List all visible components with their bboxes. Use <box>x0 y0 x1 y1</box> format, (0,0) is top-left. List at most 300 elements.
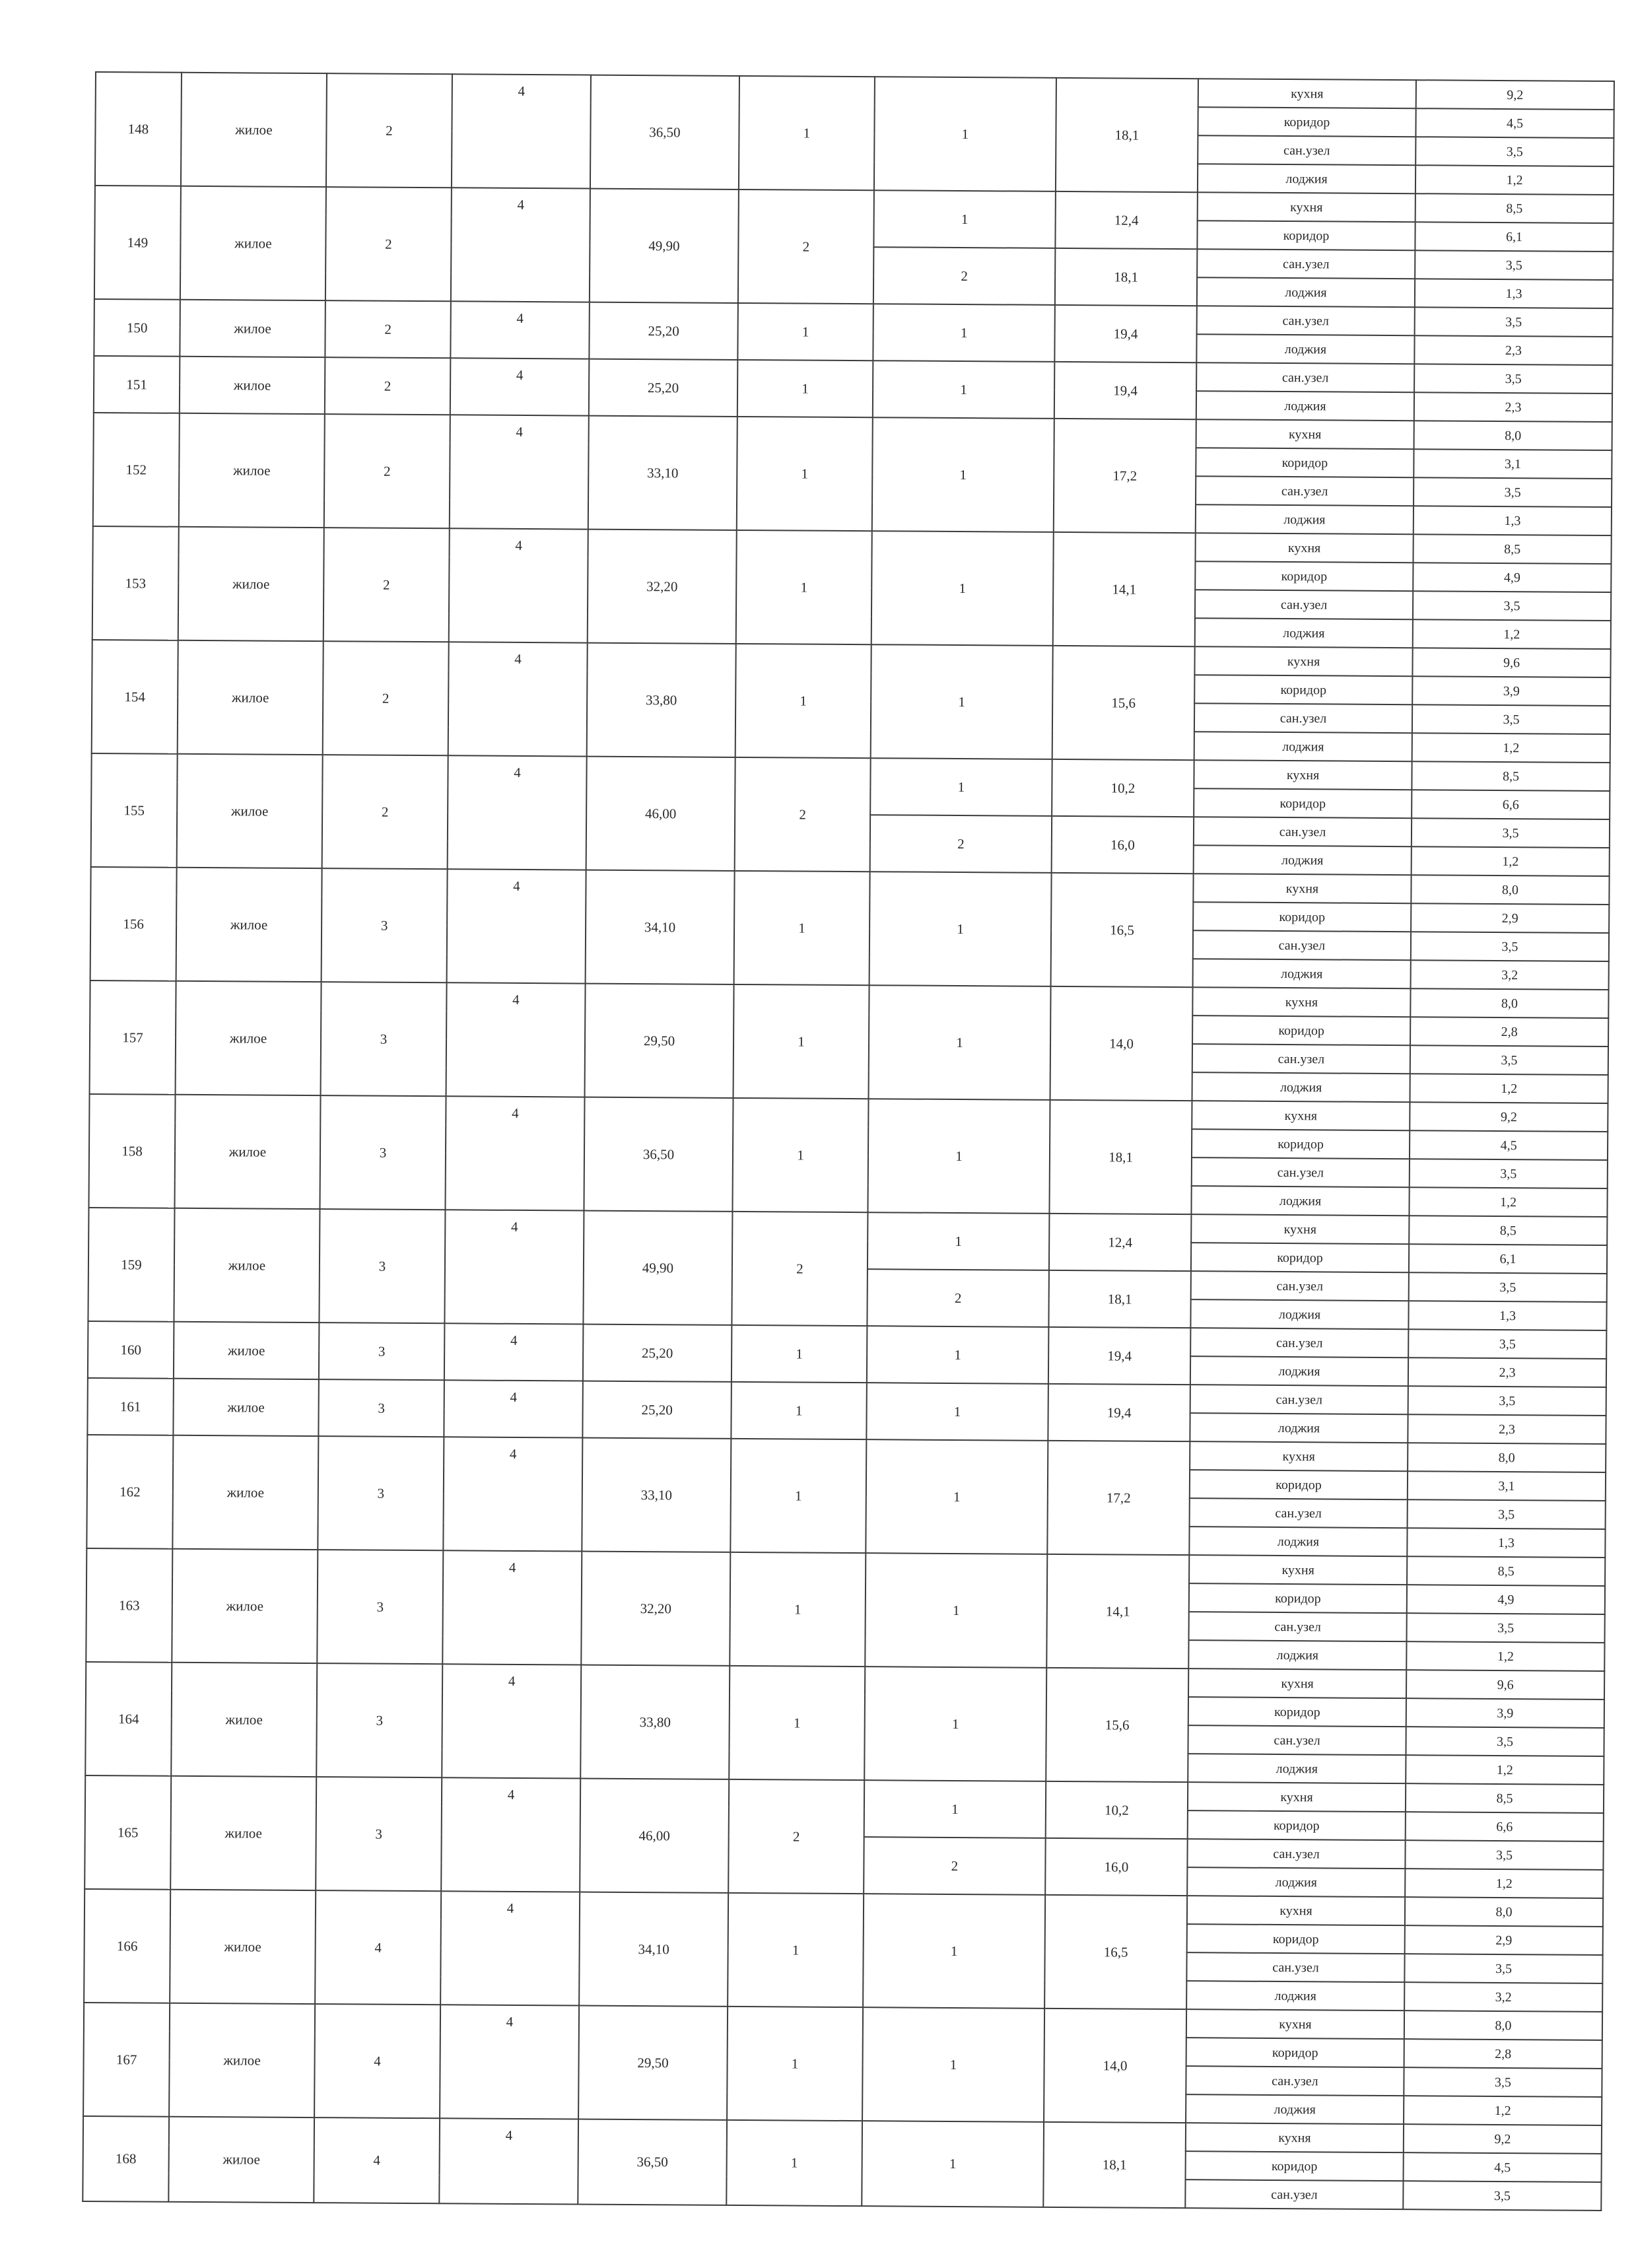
apartment-type: жилое <box>180 300 325 357</box>
apartment-number: 166 <box>84 1889 170 2003</box>
premise-name: лоджия <box>1196 334 1414 364</box>
room-number: 1 <box>870 758 1052 816</box>
room-number: 1 <box>868 1099 1050 1214</box>
room-area: 14,0 <box>1050 986 1193 1101</box>
height-value: 4 <box>443 1437 582 1551</box>
total-area: 25,20 <box>582 1381 732 1439</box>
room-number: 1 <box>871 531 1054 646</box>
room-area: 18,1 <box>1055 248 1198 306</box>
table-row <box>96 72 1614 110</box>
premise-name: коридор <box>1186 2038 1404 2067</box>
height-value: 4 <box>445 1096 584 1210</box>
premise-name: коридор <box>1194 675 1412 704</box>
room-number: 2 <box>870 815 1052 873</box>
premise-name: сан.узел <box>1195 590 1413 619</box>
premise-name: кухня <box>1186 2123 1404 2152</box>
room-number: 2 <box>873 247 1056 305</box>
premise-area: 3,5 <box>1407 1613 1605 1643</box>
premise-name: сан.узел <box>1198 135 1415 165</box>
floor-number: 3 <box>316 1777 442 1891</box>
apartment-number: 165 <box>85 1775 171 1890</box>
rooms-count: 1 <box>730 1439 866 1553</box>
premise-name: лоджия <box>1186 2094 1404 2124</box>
apartment-number: 157 <box>90 980 176 1095</box>
rooms-count: 2 <box>738 189 874 304</box>
rooms-count: 1 <box>730 1552 866 1667</box>
floor-number: 4 <box>314 2004 440 2118</box>
total-area: 36,50 <box>584 1097 733 1212</box>
premise-area: 3,1 <box>1408 1471 1606 1501</box>
room-area: 16,5 <box>1044 1895 1187 2009</box>
room-number: 1 <box>863 1894 1045 2009</box>
premise-name: сан.узел <box>1192 1157 1410 1187</box>
premise-name: сан.узел <box>1192 1044 1410 1074</box>
premise-area: 3,5 <box>1411 932 1609 961</box>
height-value: 4 <box>442 1664 581 1778</box>
premise-area: 6,6 <box>1412 790 1610 819</box>
premise-area: 9,2 <box>1410 1102 1608 1132</box>
apartment-type: жилое <box>180 186 326 300</box>
premise-area: 8,0 <box>1408 1443 1606 1472</box>
apartment-number: 162 <box>86 1435 173 1549</box>
total-area: 32,20 <box>588 530 737 644</box>
room-number: 2 <box>864 1837 1046 1895</box>
premise-area: 1,2 <box>1410 1074 1608 1103</box>
premise-name: кухня <box>1187 1896 1405 1925</box>
premise-name: кухня <box>1192 1101 1410 1130</box>
premise-name: лоджия <box>1196 391 1414 421</box>
premise-name: сан.узел <box>1188 1725 1406 1755</box>
premise-area: 3,5 <box>1403 2181 1601 2211</box>
total-area: 36,50 <box>578 2119 727 2205</box>
premise-name: коридор <box>1189 1583 1407 1613</box>
premise-area: 1,2 <box>1413 619 1611 649</box>
premise-area: 3,5 <box>1415 250 1613 280</box>
room-area: 15,6 <box>1052 646 1195 760</box>
premise-area: 3,9 <box>1406 1698 1604 1728</box>
height-value: 4 <box>440 1891 580 2005</box>
premise-area: 2,8 <box>1410 1017 1608 1047</box>
premise-area: 8,0 <box>1414 421 1612 450</box>
rooms-count: 1 <box>728 1893 864 2007</box>
premise-area: 2,3 <box>1408 1414 1606 1444</box>
height-value: 4 <box>444 1210 584 1324</box>
apartment-number: 160 <box>88 1321 174 1379</box>
room-number: 1 <box>873 361 1055 419</box>
premise-name: коридор <box>1194 788 1412 818</box>
apartment-type: жилое <box>171 1663 317 1777</box>
premise-name: лоджия <box>1194 845 1412 875</box>
room-area: 18,1 <box>1048 1270 1191 1328</box>
apartment-type: жилое <box>176 981 322 1095</box>
premise-area: 8,5 <box>1409 1216 1607 1245</box>
apartment-number: 158 <box>88 1094 175 1208</box>
apartment-number: 152 <box>93 413 180 527</box>
premise-area: 3,5 <box>1414 477 1612 507</box>
rooms-count: 1 <box>732 1325 868 1383</box>
premise-area: 2,3 <box>1408 1357 1606 1387</box>
height-value: 4 <box>452 74 591 188</box>
premise-area: 2,9 <box>1405 1925 1603 1955</box>
height-value: 4 <box>450 301 590 359</box>
rooms-count: 1 <box>727 2007 863 2121</box>
premise-name: кухня <box>1190 1441 1408 1471</box>
premise-area: 3,2 <box>1411 960 1609 990</box>
premise-name: сан.узел <box>1190 1498 1408 1528</box>
premise-area: 3,5 <box>1412 818 1610 848</box>
premise-name: лоджия <box>1192 1072 1410 1102</box>
premise-area: 1,2 <box>1412 846 1610 876</box>
premise-area: 6,1 <box>1409 1244 1607 1274</box>
premise-area: 8,5 <box>1412 761 1610 791</box>
room-area: 10,2 <box>1052 759 1194 817</box>
floor-number: 3 <box>322 868 448 982</box>
total-area: 33,10 <box>588 416 737 530</box>
floor-number: 3 <box>319 1323 445 1380</box>
premise-name: кухня <box>1198 79 1416 108</box>
premise-area: 8,0 <box>1404 2010 1602 2040</box>
premise-name: коридор <box>1190 1470 1408 1499</box>
total-area: 33,80 <box>587 643 736 757</box>
premise-name: сан.узел <box>1197 249 1415 279</box>
premise-name: кухня <box>1188 1782 1406 1812</box>
rooms-count: 1 <box>733 984 869 1099</box>
premise-area: 1,2 <box>1405 1869 1603 1898</box>
premise-area: 8,5 <box>1413 534 1611 564</box>
rooms-count: 1 <box>734 871 870 985</box>
premise-name: лоджия <box>1188 1640 1406 1670</box>
premise-area: 4,9 <box>1413 563 1611 592</box>
premise-name: лоджия <box>1190 1413 1408 1443</box>
premise-area: 4,9 <box>1407 1585 1605 1614</box>
total-area: 25,20 <box>589 302 738 360</box>
premise-area: 6,6 <box>1406 1812 1604 1841</box>
premise-area: 4,5 <box>1415 108 1614 138</box>
room-area: 17,2 <box>1047 1441 1190 1555</box>
premise-area: 1,2 <box>1409 1187 1607 1217</box>
room-number: 1 <box>862 2121 1044 2207</box>
premise-name: лоджия <box>1198 164 1415 193</box>
total-area: 46,00 <box>580 1779 729 1893</box>
total-area: 33,80 <box>580 1665 730 1779</box>
height-value: 4 <box>441 1777 580 1892</box>
floor-number: 3 <box>321 982 447 1096</box>
floor-number: 3 <box>320 1095 446 1210</box>
premise-name: лоджия <box>1189 1527 1407 1556</box>
room-area: 14,0 <box>1044 2009 1186 2123</box>
room-area: 12,4 <box>1049 1214 1192 1271</box>
premise-area: 3,5 <box>1415 307 1613 337</box>
floor-number: 2 <box>326 73 452 188</box>
premise-name: сан.узел <box>1196 362 1414 392</box>
room-number: 1 <box>864 1667 1046 1781</box>
premise-area: 3,5 <box>1415 137 1614 166</box>
premise-area: 3,2 <box>1404 1982 1602 2012</box>
premise-area: 3,5 <box>1405 1840 1603 1870</box>
room-area: 14,1 <box>1046 1554 1189 1668</box>
rooms-count: 1 <box>737 303 873 361</box>
height-value: 4 <box>447 869 586 983</box>
total-area: 46,00 <box>586 757 735 871</box>
premise-area: 1,2 <box>1406 1755 1604 1785</box>
premise-area: 1,2 <box>1412 733 1610 763</box>
premise-name: лоджия <box>1196 504 1414 534</box>
floor-number: 3 <box>319 1209 445 1323</box>
apartment-type: жилое <box>178 640 324 755</box>
floor-number: 3 <box>317 1550 443 1664</box>
height-value: 4 <box>450 415 589 529</box>
premise-name: кухня <box>1194 646 1412 676</box>
height-value: 4 <box>449 528 588 642</box>
height-value: 4 <box>451 188 590 302</box>
premise-name: сан.узел <box>1190 1385 1408 1414</box>
apartment-number: 155 <box>91 753 178 868</box>
room-area: 16,5 <box>1051 873 1194 987</box>
rooms-count: 1 <box>736 530 872 644</box>
premise-name: коридор <box>1192 1129 1410 1159</box>
premise-area: 1,3 <box>1407 1528 1605 1558</box>
premise-name: лоджия <box>1193 959 1411 988</box>
premise-name: кухня <box>1193 874 1411 903</box>
apartment-number: 164 <box>85 1662 172 1776</box>
premise-name: кухня <box>1194 760 1412 790</box>
premise-name: сан.узел <box>1194 703 1412 733</box>
apartment-type: жилое <box>172 1435 318 1550</box>
room-area: 18,1 <box>1056 78 1198 192</box>
premise-name: коридор <box>1191 1243 1409 1272</box>
room-area: 19,4 <box>1048 1327 1191 1385</box>
premise-name: кухня <box>1188 1668 1406 1698</box>
premise-area: 3,5 <box>1408 1386 1606 1416</box>
room-area: 14,1 <box>1053 532 1196 646</box>
apartment-number: 167 <box>83 2003 170 2117</box>
apartment-number: 168 <box>83 2116 169 2202</box>
premise-name: коридор <box>1187 1924 1405 1954</box>
rooms-count: 1 <box>726 2120 862 2206</box>
premise-name: коридор <box>1192 1015 1410 1045</box>
apartment-number: 151 <box>94 356 180 413</box>
room-number: 1 <box>864 1780 1046 1838</box>
apartment-table-sheet <box>82 71 1614 2211</box>
premise-area: 9,6 <box>1412 648 1610 677</box>
premise-area: 3,5 <box>1414 364 1612 394</box>
rooms-count: 1 <box>731 1382 867 1439</box>
apartment-number: 159 <box>88 1208 174 1322</box>
premise-name: сан.узел <box>1190 1328 1408 1357</box>
height-value: 4 <box>450 358 590 415</box>
premise-name: коридор <box>1188 1697 1406 1727</box>
premise-area: 3,5 <box>1408 1329 1606 1359</box>
premise-area: 8,0 <box>1405 1897 1603 1927</box>
premise-name: сан.узел <box>1185 2180 1403 2209</box>
premise-area: 4,5 <box>1410 1130 1608 1160</box>
premise-area: 2,9 <box>1411 903 1609 933</box>
premise-name: коридор <box>1198 107 1415 137</box>
rooms-count: 1 <box>737 417 873 531</box>
floor-number: 2 <box>325 357 451 415</box>
apartment-type: жилое <box>178 527 324 641</box>
rooms-count: 1 <box>735 644 871 758</box>
premise-name: сан.узел <box>1186 2066 1404 2096</box>
floor-number: 2 <box>322 755 448 869</box>
premise-name: кухня <box>1186 2009 1404 2039</box>
premise-area: 3,5 <box>1410 1045 1608 1075</box>
premise-area: 9,2 <box>1404 2124 1602 2154</box>
apartment-type: жилое <box>170 1890 316 2004</box>
premise-area: 8,0 <box>1411 875 1609 905</box>
premise-area: 1,2 <box>1415 165 1614 195</box>
floor-number: 2 <box>324 528 450 642</box>
premise-name: лоджия <box>1190 1299 1408 1329</box>
premise-name: кухня <box>1191 1214 1409 1244</box>
total-area: 29,50 <box>585 984 734 1098</box>
room-area: 18,1 <box>1043 2122 1186 2208</box>
apartment-number: 149 <box>94 186 181 300</box>
premise-area: 4,5 <box>1404 2152 1602 2182</box>
total-area: 29,50 <box>578 2006 728 2120</box>
floor-number: 3 <box>318 1379 444 1437</box>
apartment-type: жилое <box>174 1322 320 1379</box>
room-area: 19,4 <box>1054 362 1197 419</box>
apartment-type: жилое <box>180 357 325 414</box>
total-area: 36,50 <box>590 75 739 189</box>
premise-name: лоджия <box>1197 277 1415 307</box>
premise-area: 3,9 <box>1412 676 1610 706</box>
total-area: 34,10 <box>586 870 735 984</box>
floor-number: 4 <box>314 2117 440 2203</box>
floor-number: 2 <box>324 414 450 528</box>
apartment-table-body <box>83 72 1614 2211</box>
premise-name: сан.узел <box>1193 930 1411 960</box>
premise-name: коридор <box>1186 2151 1404 2181</box>
room-number: 1 <box>866 1383 1048 1441</box>
room-number: 1 <box>867 1326 1049 1384</box>
premise-name: коридор <box>1188 1810 1406 1840</box>
apartment-type: жилое <box>176 868 322 982</box>
room-number: 2 <box>867 1269 1049 1327</box>
apartment-type: жилое <box>173 1379 319 1436</box>
apartment-number: 150 <box>94 299 180 357</box>
total-area: 49,90 <box>583 1211 732 1325</box>
apartment-type: жилое <box>168 2117 314 2203</box>
room-area: 18,1 <box>1049 1100 1192 1214</box>
premise-area: 1,2 <box>1404 2096 1602 2125</box>
premise-area: 1,2 <box>1406 1641 1604 1671</box>
room-area: 19,4 <box>1054 305 1197 362</box>
premise-name: кухня <box>1196 419 1414 449</box>
room-area: 19,4 <box>1048 1384 1190 1441</box>
premise-name: лоджия <box>1190 1356 1408 1386</box>
height-value: 4 <box>448 755 587 870</box>
premise-name: сан.узел <box>1197 306 1415 335</box>
premise-name: коридор <box>1193 902 1411 932</box>
apartment-number: 161 <box>87 1378 174 1435</box>
apartment-type: жилое <box>179 413 325 528</box>
premise-area: 1,3 <box>1415 279 1613 308</box>
premise-name: коридор <box>1195 561 1413 591</box>
premise-area: 8,5 <box>1415 193 1614 223</box>
floor-number: 3 <box>316 1663 442 1777</box>
height-value: 4 <box>444 1380 583 1437</box>
rooms-count: 1 <box>732 1098 868 1212</box>
premise-area: 6,1 <box>1415 222 1613 252</box>
premise-area: 3,5 <box>1406 1727 1604 1756</box>
floor-number: 2 <box>325 187 452 301</box>
premise-name: сан.узел <box>1186 1952 1404 1982</box>
premise-area: 3,5 <box>1408 1499 1606 1529</box>
premise-name: сан.узел <box>1191 1271 1409 1301</box>
premise-name: кухня <box>1198 192 1415 222</box>
total-area: 34,10 <box>579 1892 728 2007</box>
premise-name: кухня <box>1195 533 1413 563</box>
premise-area: 8,0 <box>1410 988 1608 1018</box>
premise-area: 3,5 <box>1409 1272 1607 1302</box>
height-value: 4 <box>442 1550 582 1665</box>
premise-area: 3,5 <box>1412 704 1610 734</box>
premise-area: 9,2 <box>1416 80 1614 110</box>
apartment-type: жилое <box>170 1776 316 1890</box>
apartment-type: жилое <box>174 1095 320 1209</box>
room-number: 1 <box>872 417 1054 532</box>
room-number: 1 <box>871 644 1053 759</box>
premise-area: 2,8 <box>1404 2039 1602 2069</box>
apartment-number: 154 <box>92 640 178 754</box>
premise-name: коридор <box>1197 221 1415 250</box>
premise-name: лоджия <box>1195 618 1413 648</box>
rooms-count: 1 <box>739 76 875 190</box>
apartment-type: жилое <box>169 2003 315 2117</box>
room-number: 1 <box>865 1553 1047 1668</box>
premise-area: 1,3 <box>1408 1301 1606 1330</box>
premise-name: коридор <box>1196 448 1414 477</box>
room-area: 16,0 <box>1045 1838 1188 1896</box>
apartment-type: жилое <box>172 1549 318 1663</box>
premise-area: 8,5 <box>1407 1556 1605 1586</box>
room-number: 1 <box>874 77 1056 191</box>
room-area: 12,4 <box>1055 191 1198 249</box>
premise-area: 1,3 <box>1414 506 1612 535</box>
premise-name: сан.узел <box>1187 1839 1405 1869</box>
premise-area: 9,6 <box>1406 1670 1604 1700</box>
room-area: 15,6 <box>1046 1668 1188 1782</box>
premise-name: лоджия <box>1188 1754 1406 1783</box>
height-value: 4 <box>448 642 588 756</box>
rooms-count: 2 <box>732 1212 868 1326</box>
total-area: 25,20 <box>583 1324 732 1382</box>
room-number: 1 <box>869 985 1051 1100</box>
floor-number: 3 <box>318 1436 444 1550</box>
premise-name: лоджия <box>1194 732 1412 761</box>
premise-area: 3,5 <box>1410 1159 1608 1188</box>
apartment-number: 148 <box>95 72 182 186</box>
rooms-count: 1 <box>737 360 873 417</box>
room-number: 1 <box>866 1439 1048 1554</box>
floor-number: 2 <box>325 300 451 358</box>
height-value: 4 <box>444 1323 584 1381</box>
premise-area: 3,5 <box>1404 1954 1602 1983</box>
room-number: 1 <box>873 304 1055 362</box>
premise-name: лоджия <box>1187 1867 1405 1897</box>
room-number: 1 <box>862 2007 1044 2122</box>
apartment-table <box>82 71 1615 2211</box>
height-value: 4 <box>446 982 586 1097</box>
total-area: 33,10 <box>582 1438 731 1552</box>
apartment-type: жилое <box>174 1208 320 1323</box>
premise-name: сан.узел <box>1196 476 1414 506</box>
room-area: 10,2 <box>1046 1781 1188 1839</box>
premise-name: сан.узел <box>1194 817 1412 846</box>
apartment-number: 156 <box>90 867 177 981</box>
